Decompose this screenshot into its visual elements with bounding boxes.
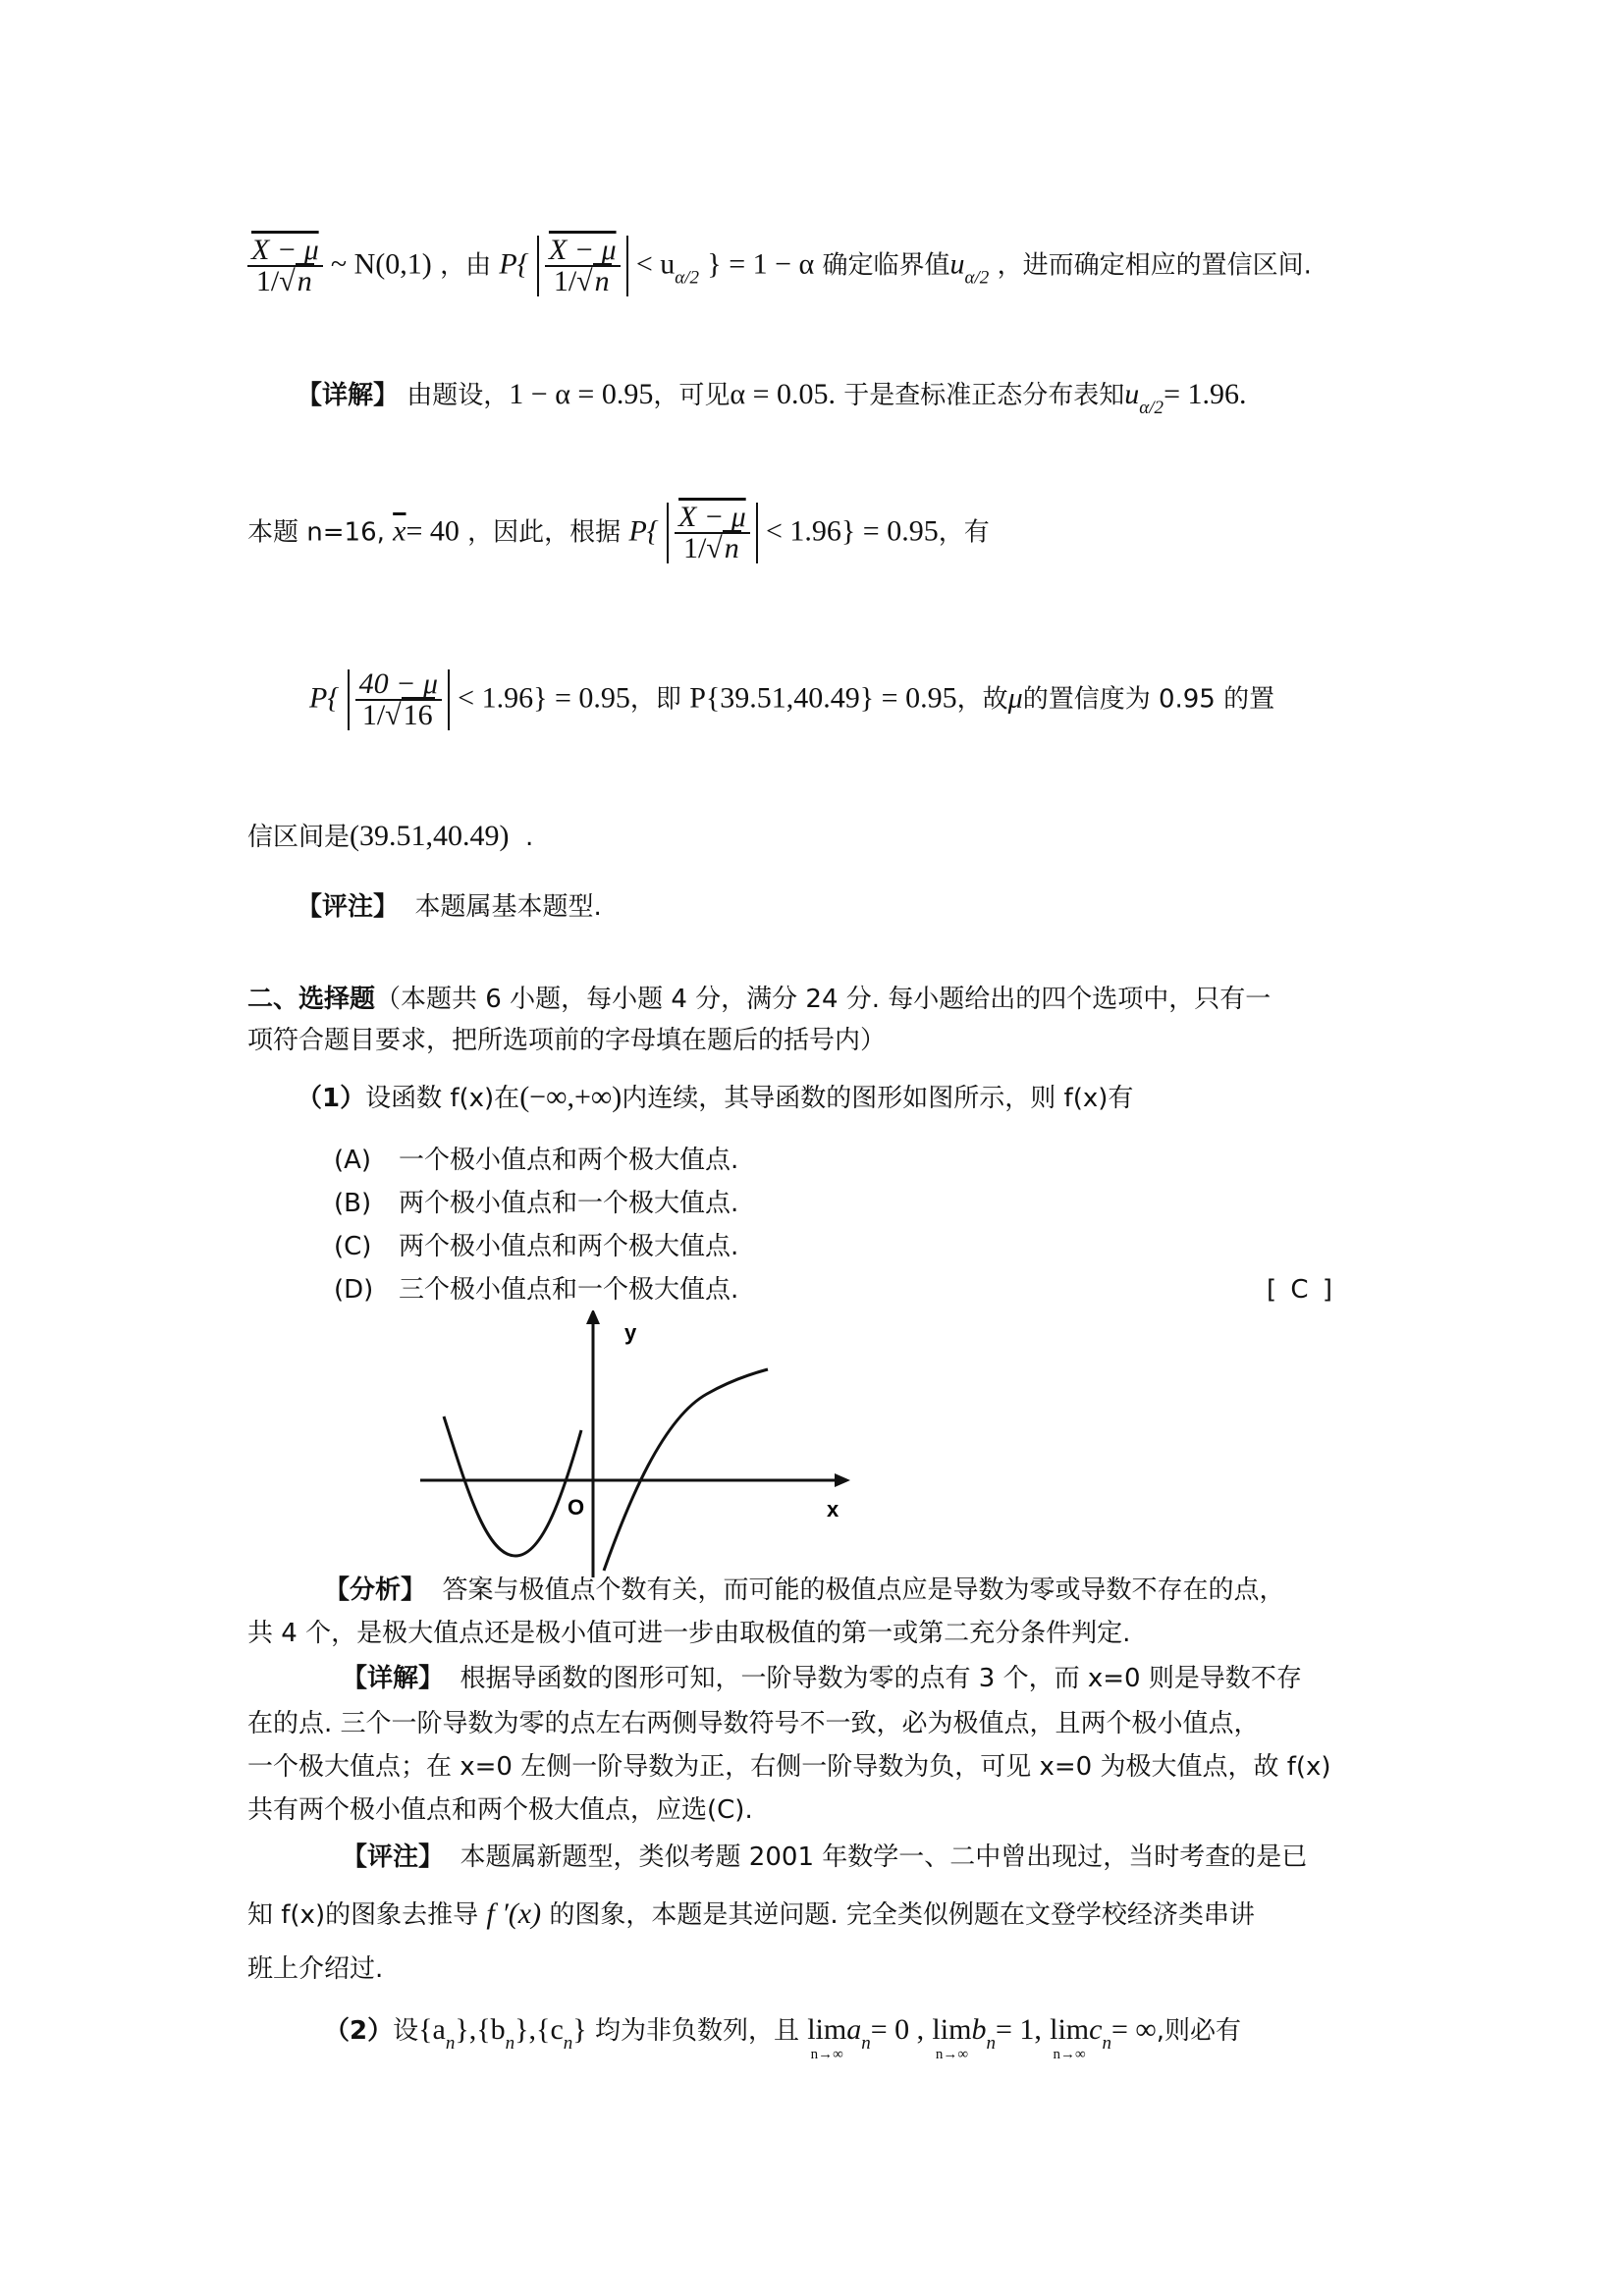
confidence-interval-text: ，进而确定相应的置信区间. [997,250,1312,281]
limit-c: lim n→∞ $c_n=$ ∞ [1050,2013,1157,2062]
question-number: （1） [297,1084,366,1113]
probability-equation: < 1.96} = 0.95 [458,681,630,715]
probability-symbol: P{ [499,247,529,281]
section-2-heading [247,982,1271,1017]
less-than-u: < u [635,247,676,281]
sample-size-text: 本题 n=16, [247,517,385,548]
question-text-c: ,则必有 [1156,2016,1242,2046]
interval-lead: 信区间是 [247,823,351,852]
detail-2-line-b: 在的点. 三个一阶导数为零的点左右两侧导数符号不一致，必为极值点，且两个极小值点， [247,1709,1260,1738]
remark-2-line-b [247,1896,1255,1933]
option-letter: (A) [334,1146,372,1175]
question-text-b: 均为非负数列，且 [594,2016,799,2046]
critical-value-text: 确定临界值 [822,250,950,281]
sequences: $\{a_n\},\{b_n\},\{c_n\}$ [418,2013,587,2054]
detail-text-a: 由题设， [406,381,510,410]
alpha-half-subscript: α/2 [1139,398,1164,418]
connector-text-2: ，故 [956,684,1008,715]
u-symbol: u [1124,378,1140,410]
absolute-value: $\frac{X - \mu}{1/√n}$ [667,503,758,563]
limit-a: lim n→∞ $a_n= 0$ , [807,2013,925,2062]
fraction-denominator: 1/√n [247,265,323,296]
y-axis-arrow-icon [586,1310,600,1324]
question-text-a: 设 [393,2016,419,2046]
detail-1-line [297,377,1246,426]
option-letter: (D) [334,1275,374,1305]
mu-symbol: μ [1007,681,1023,715]
option-d [334,1272,738,1308]
x-axis-arrow-icon [835,1473,850,1487]
section-instructions-b: 项符合题目要求，把所选项前的字母填在题后的括号内） [247,1026,887,1055]
fraction-numerator: X − μ [251,234,319,266]
confidence-equation: } = 1 − α [707,247,815,281]
connector-text: ，即 [629,684,681,715]
detail-label: 【详解】 [342,1664,445,1693]
question-2 [324,2012,1241,2061]
question-text-b: 内连续，其导函数的图形如图所示，则 f(x)有 [622,1084,1134,1113]
alpha-half-subscript: α/2 [675,267,700,289]
option-letter: (B) [334,1189,372,1218]
detail-2-line-d: 共有两个极小值点和两个极大值点，应选(C). [247,1795,753,1825]
option-text: 一个极小值点和两个极大值点. [399,1146,739,1175]
analysis-line-a [324,1573,1285,1608]
probability-symbol: P{ [309,681,340,715]
question-number: （2） [324,2016,394,2046]
abs-fraction: $\frac{X - \mu}{1/√n}$ [545,236,621,296]
section-title: 二、选择题 [247,985,376,1014]
analysis-text-a: 答案与极值点个数有关，而可能的极值点应是导数为零或导数不存在的点， [442,1575,1285,1605]
derivative-notation: f ′(x) [486,1897,542,1930]
probability-equation: < 1.96} = 0.95 [765,514,939,548]
remark-text-a: 本题属新题型，类似考题 2001 年数学一、二中曾出现过，当时考查的是已 [460,1842,1308,1872]
equation-alpha: α = 0.05. [730,378,837,410]
conclusion-text: 的置信度为 0.95 的置 [1022,684,1275,715]
option-text: 两个极小值点和一个极大值点. [399,1189,739,1218]
remark-text-b1: 知 f(x)的图象去推导 [247,1900,479,1930]
connector-text: ，因此，根据 [467,517,622,548]
section-2-instructions [247,1023,886,1058]
detail-text-b: ，可见 [653,381,731,410]
remark-text-b2: 的图象，本题是其逆问题. 完全类似例题在文登学校经济类串讲 [549,1900,1255,1930]
detail-2-line-a [342,1661,1302,1696]
u-symbol: u [949,247,965,281]
derivative-graph [412,1310,854,1580]
remark-1 [297,889,602,925]
sample-mean-value: = 40 [406,514,460,548]
analysis-line-b: 共 4 个，是极大值点还是极小值可进一步由取极值的第一或第二充分条件判定. [247,1619,1131,1648]
section-instructions-a: （本题共 6 小题，每小题 4 分，满分 24 分. 每小题给出的四个选项中，只有一 [375,985,1272,1014]
detail-label: 【详解】 [297,381,400,410]
detail-text-a: 根据导函数的图形可知，一阶导数为零的点有 3 个，而 x=0 则是导数不存 [460,1664,1302,1693]
option-text: 三个极小值点和一个极大值点. [399,1275,739,1305]
limit-b: lim n→∞ $b_n= 1$, [932,2013,1042,2062]
equation-confidence: 1 − α = 0.95 [509,378,654,410]
question-text-a: 设函数 f(x)在 [365,1084,520,1113]
normal-distribution: ~ N(0,1) [330,247,432,281]
absolute-value [537,236,628,296]
probability-symbol: P{ [628,514,659,548]
derivative-curve-left [444,1416,581,1556]
option-a [334,1143,738,1178]
detail-2-line-c: 一个极大值点；在 x=0 左侧一阶导数为正，右侧一阶导数为负，可见 x=0 为极大值点，故 f(x) [247,1752,1331,1782]
x-axis-label: x [827,1497,839,1522]
analysis-label: 【分析】 [324,1575,427,1605]
remark-label: 【评注】 [297,892,400,922]
option-c [334,1229,738,1264]
domain-interval: (−∞,+∞) [519,1081,623,1113]
period: . [525,823,534,852]
answer-bracket: [ C ] [1267,1275,1332,1305]
alpha-half-subscript-2: α/2 [964,267,990,289]
remark-label: 【评注】 [342,1842,445,1872]
connector-text: ，由 [440,250,492,281]
remark-2-line-c: 班上介绍过. [247,1954,384,1984]
option-letter: (C) [334,1232,372,1261]
formula-line-4 [309,669,1274,730]
option-b [334,1186,738,1221]
formula-line-3 [247,503,990,563]
question-1 [297,1080,1133,1116]
origin-label: O [568,1495,585,1520]
option-text: 两个极小值点和两个极大值点. [399,1232,739,1261]
absolute-value: $\frac{40 - \mu}{1/√16}$ [348,669,450,730]
derivative-curve-right [604,1369,768,1571]
connector-text-2: ，有 [938,517,990,548]
formula-line-5 [247,819,533,855]
confidence-interval: (39.51,40.49) [350,820,510,852]
interval-probability: P{39.51,40.49} = 0.95 [689,681,957,715]
y-axis-label: y [624,1320,637,1345]
remark-text: 本题属基本题型. [414,892,602,922]
formula-line-1 [247,236,1312,296]
standardized-fraction [247,236,323,296]
sample-mean-symbol: $\overline{x}$ [393,514,406,548]
detail-text-c: 于是查标准正态分布表知 [843,381,1125,410]
critical-value: = 1.96. [1164,378,1247,410]
remark-2-line-a [342,1840,1307,1875]
